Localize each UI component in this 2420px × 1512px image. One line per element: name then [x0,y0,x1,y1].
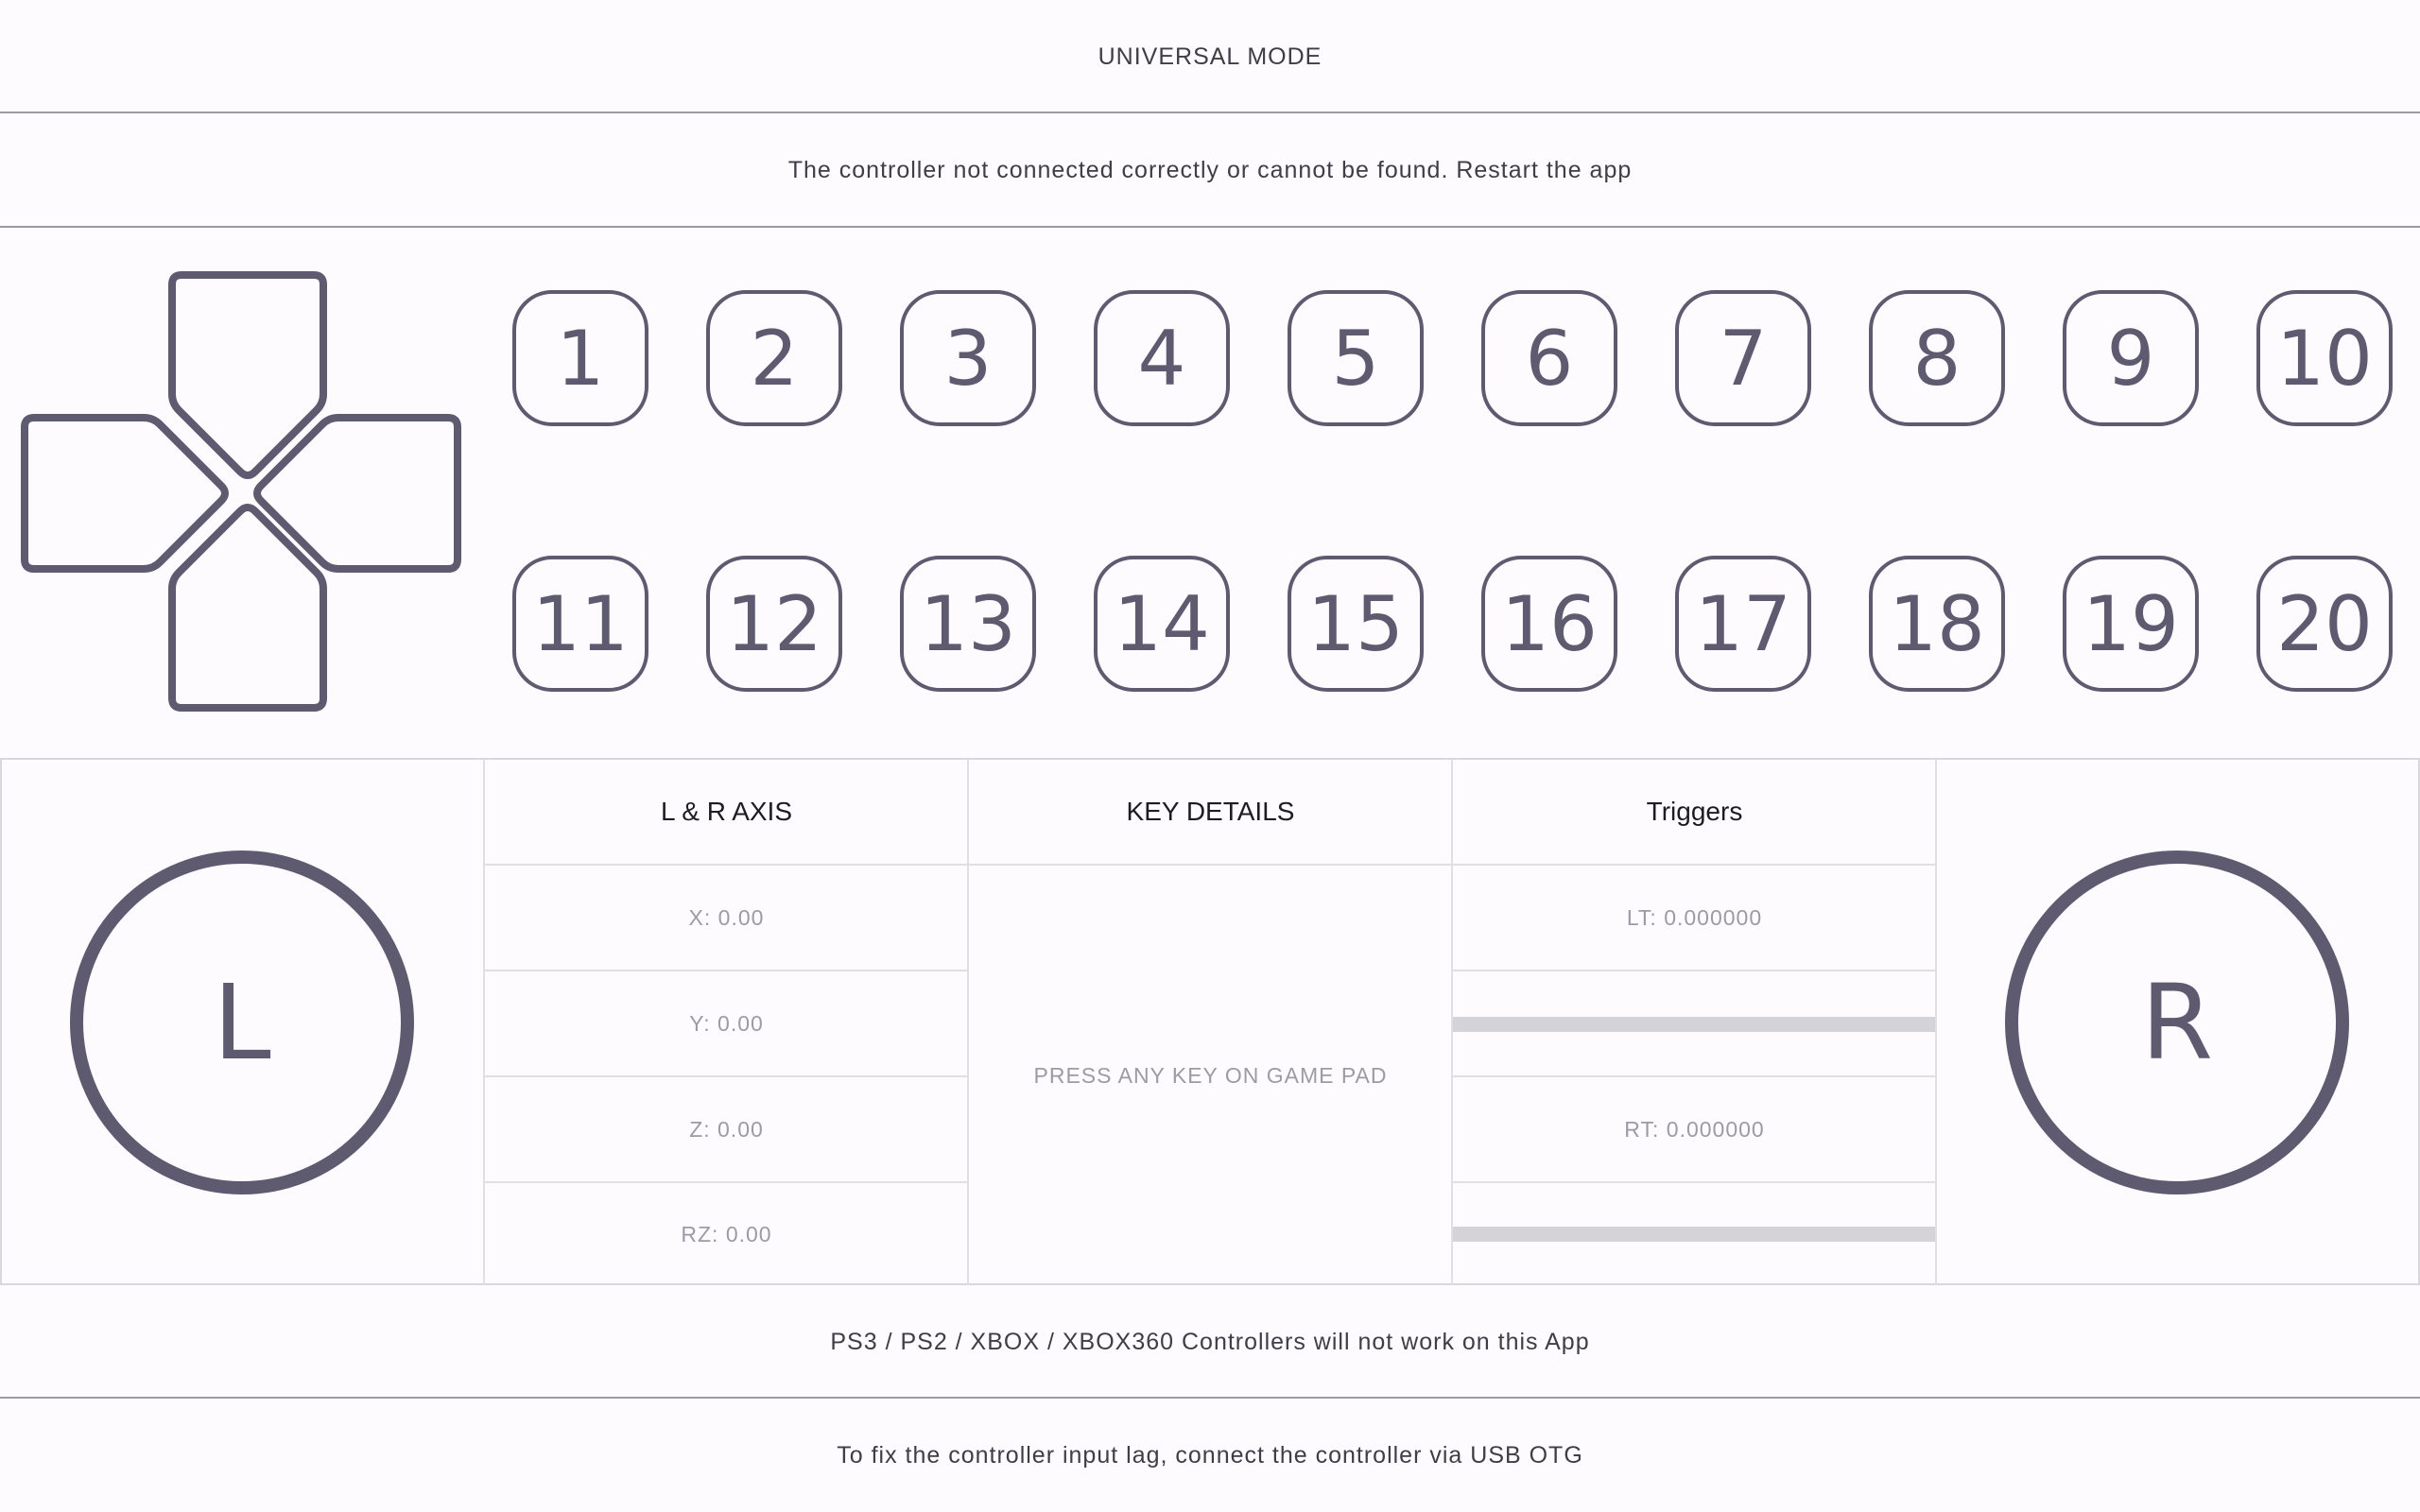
gamepad-button-17[interactable]: 17 [1675,556,1811,692]
left-stick-panel [0,760,484,1285]
key-details-panel [967,760,1452,1285]
axis-panel [483,760,968,1285]
right-stick-panel [1935,760,2420,1285]
gamepad-button-3[interactable]: 3 [900,290,1036,426]
axis-y-value: Y: 0.00 [485,971,968,1077]
gamepad-button-19[interactable]: 19 [2063,556,2199,692]
gamepad-button-15[interactable]: 15 [1288,556,1424,692]
gamepad-button-4[interactable]: 4 [1094,290,1230,426]
axis-heading: L & R AXIS [485,760,968,866]
gamepad-button-11[interactable]: 11 [512,556,648,692]
gamepad-button-14[interactable]: 14 [1094,556,1230,692]
axis-x-value: X: 0.00 [485,866,968,971]
gamepad-button-5[interactable]: 5 [1288,290,1424,426]
connection-status: The controller not connected correctly or cannot be found. Restart the app [787,156,1633,183]
rt-progress-bar [1453,1227,1936,1242]
gamepad-button-6[interactable]: 6 [1481,290,1617,426]
gamepad-button-18[interactable]: 18 [1869,556,2005,692]
key-details-heading: KEY DETAILS [969,760,1452,866]
gamepad-button-9[interactable]: 9 [2063,290,2199,426]
dpad [19,269,463,713]
key-details-prompt: PRESS ANY KEY ON GAME PAD [1033,1062,1388,1088]
gamepad-button-10[interactable]: 10 [2256,290,2393,426]
gamepad-button-7[interactable]: 7 [1675,290,1811,426]
mode-title: UNIVERSAL MODE [1098,43,1322,70]
gamepad-button-2[interactable]: 2 [706,290,842,426]
triggers-panel [1451,760,1936,1285]
gamepad-button-16[interactable]: 16 [1481,556,1617,692]
gamepad-button-20[interactable]: 20 [2256,556,2393,692]
axis-z-value: Z: 0.00 [485,1077,968,1183]
triggers-heading: Triggers [1453,760,1936,866]
input-lag-tip: To fix the controller input lag, connect the controller via USB OTG [837,1441,1583,1469]
rt-value: RT: 0.000000 [1453,1077,1936,1183]
gamepad-button-12[interactable]: 12 [706,556,842,692]
lt-bar-cell [1453,971,1936,1077]
right-stick[interactable]: R [2005,850,2349,1194]
lt-progress-bar [1453,1017,1936,1032]
compatibility-note: PS3 / PS2 / XBOX / XBOX360 Controllers will not work on this App [830,1328,1590,1355]
gamepad-button-13[interactable]: 13 [900,556,1036,692]
controller-readout-grid [0,758,2420,1285]
dpad-left-button[interactable] [25,418,225,569]
lt-value: LT: 0.000000 [1453,866,1936,971]
rt-bar-cell [1453,1183,1936,1285]
axis-rz-value: RZ: 0.00 [681,1221,772,1246]
gamepad-button-8[interactable]: 8 [1869,290,2005,426]
gamepad-button-1[interactable]: 1 [512,290,648,426]
left-stick[interactable]: L [70,850,414,1194]
status-divider [0,226,2420,228]
